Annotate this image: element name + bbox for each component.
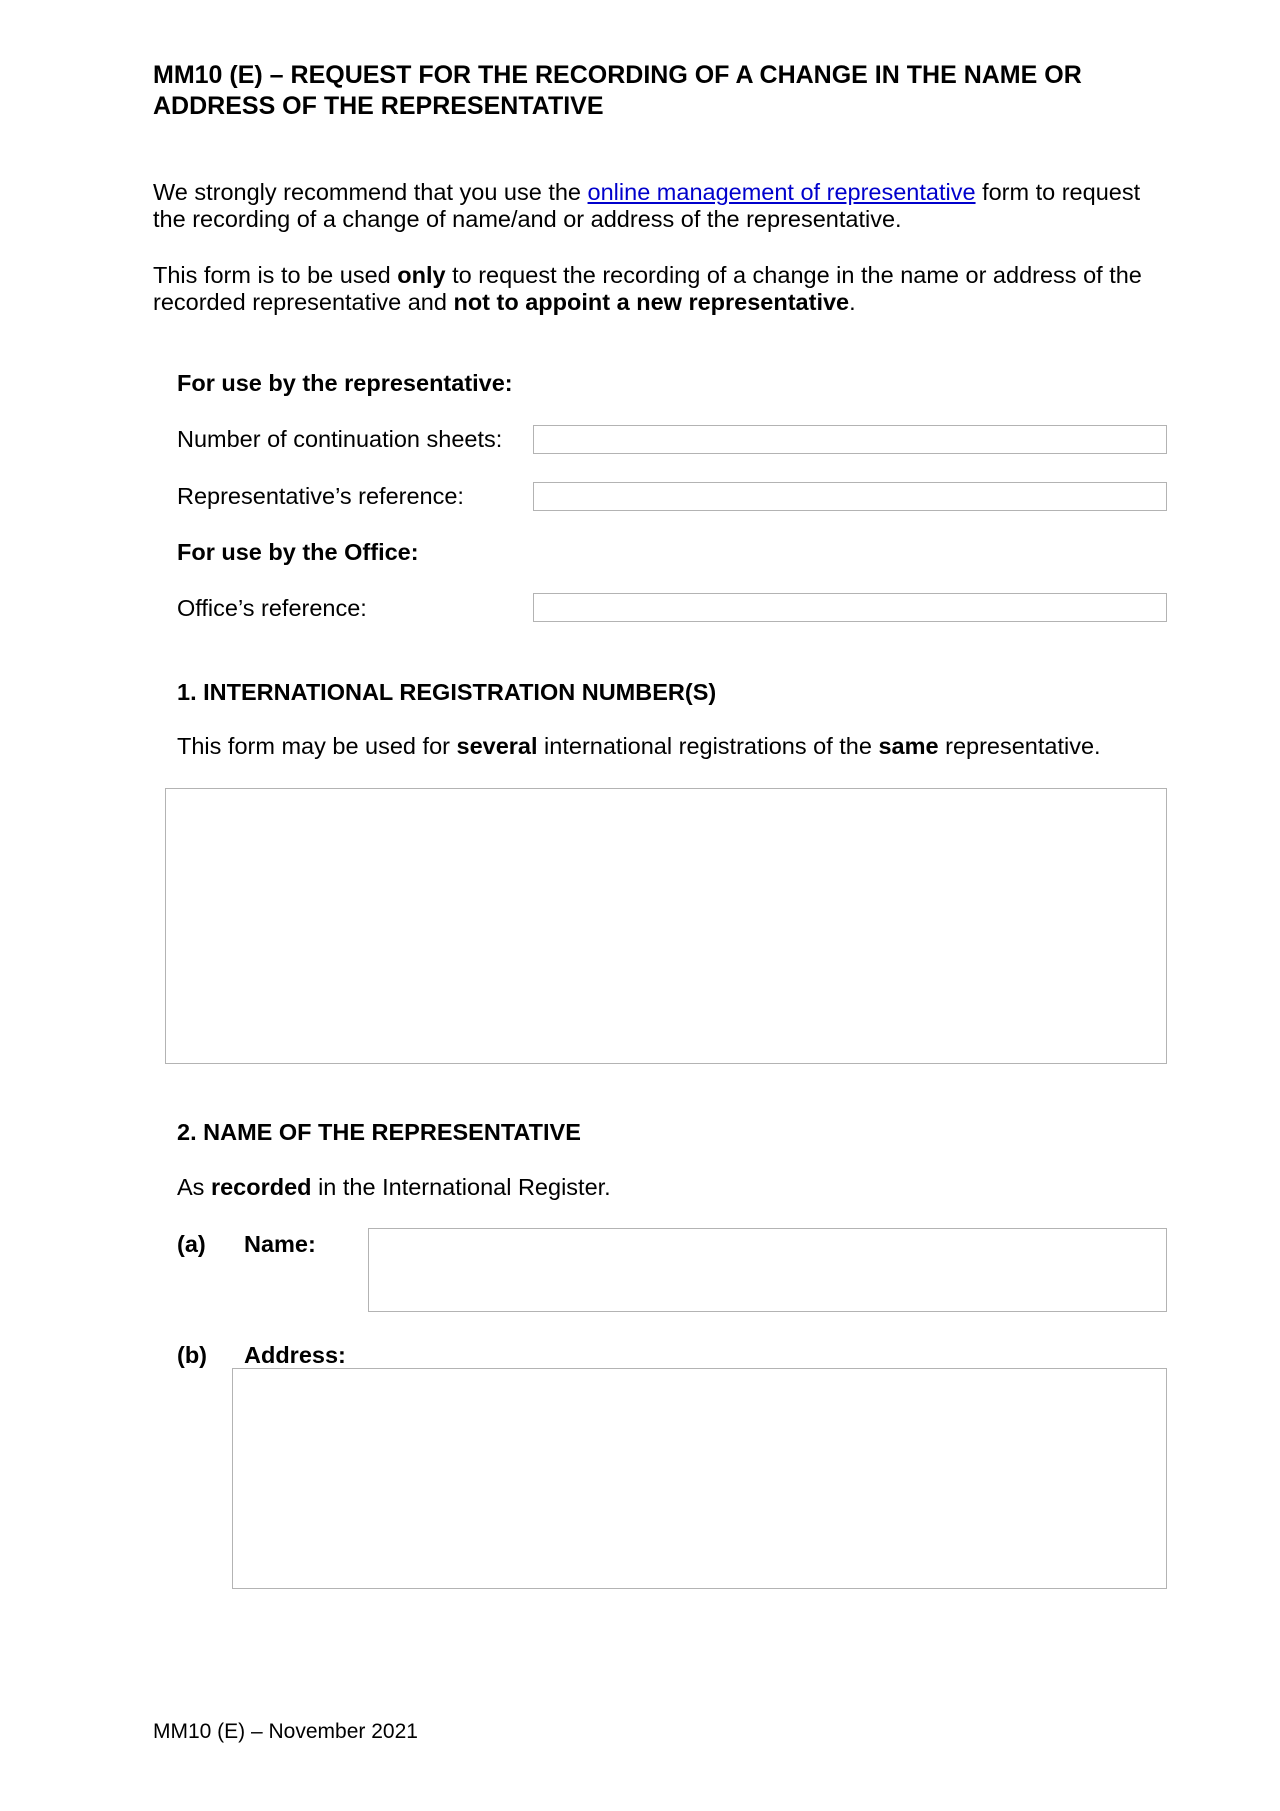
- section-2-note: [177, 1174, 611, 1201]
- rep-reference-label: Representative’s reference:: [177, 483, 464, 509]
- representative-name-textarea[interactable]: [369, 1229, 1166, 1311]
- section-2-note-recorded: recorded: [210, 1174, 312, 1200]
- representative-address-textarea[interactable]: [233, 1369, 1166, 1588]
- continuation-sheets-label: Number of continuation sheets:: [177, 426, 503, 452]
- section-1-note-same: same: [878, 733, 939, 759]
- section-2-note-text-1: As: [177, 1174, 211, 1200]
- rep-use-heading: For use by the representative:: [177, 370, 513, 396]
- continuation-sheets-input[interactable]: [534, 426, 1166, 453]
- usage-text-3: .: [849, 289, 856, 315]
- address-label: Address:: [244, 1342, 346, 1368]
- section-1-heading: 1. INTERNATIONAL REGISTRATION NUMBER(S): [177, 679, 717, 705]
- rep-reference-input[interactable]: [534, 483, 1166, 510]
- online-management-link[interactable]: online management of representative: [587, 179, 976, 205]
- usage-text-2: to request the recording of a change in the name or address of the recorded representative and: [153, 262, 1142, 315]
- representative-name-field[interactable]: [368, 1228, 1167, 1312]
- section-2-note-text-2: in the International Register.: [311, 1174, 611, 1200]
- rep-reference-field[interactable]: [533, 482, 1167, 511]
- name-label: Name:: [244, 1231, 316, 1257]
- usage-emphasis-only: only: [397, 262, 446, 288]
- office-reference-field[interactable]: [533, 593, 1167, 622]
- registration-numbers-field[interactable]: [165, 788, 1167, 1064]
- usage-text-1: This form is to be used: [153, 262, 398, 288]
- section-1-note-text-3: representative.: [938, 733, 1101, 759]
- address-item-marker: (b): [177, 1342, 208, 1368]
- representative-address-field[interactable]: [232, 1368, 1167, 1589]
- registration-numbers-textarea[interactable]: [166, 789, 1166, 1063]
- intro-text-after-link: form to request the recording of a change of name/and or address of the representative.: [153, 179, 1141, 232]
- section-1-note: [177, 733, 1101, 760]
- intro-paragraph-online-form: [153, 179, 1173, 233]
- page-title: MM10 (E) – REQUEST FOR THE RECORDING OF A CHANGE IN THE NAME OR ADDRESS OF THE REPRESENTATIVE: [153, 61, 1082, 120]
- section-1-note-several: several: [456, 733, 538, 759]
- office-use-heading: For use by the Office:: [177, 539, 419, 565]
- name-item-marker: (a): [177, 1231, 206, 1257]
- intro-paragraph-usage: [153, 262, 1173, 316]
- usage-emphasis-not-appoint: not to appoint a new representative: [453, 289, 850, 315]
- intro-text-before-link: We strongly recommend that you use the: [153, 179, 588, 205]
- section-1-note-text-2: international registrations of the: [537, 733, 879, 759]
- continuation-sheets-field[interactable]: [533, 425, 1167, 454]
- office-reference-label: Office’s reference:: [177, 595, 367, 621]
- section-2-heading: 2. NAME OF THE REPRESENTATIVE: [177, 1119, 581, 1145]
- page-footer: MM10 (E) – November 2021: [153, 1720, 418, 1743]
- section-1-note-text-1: This form may be used for: [177, 733, 457, 759]
- office-reference-input[interactable]: [534, 594, 1166, 621]
